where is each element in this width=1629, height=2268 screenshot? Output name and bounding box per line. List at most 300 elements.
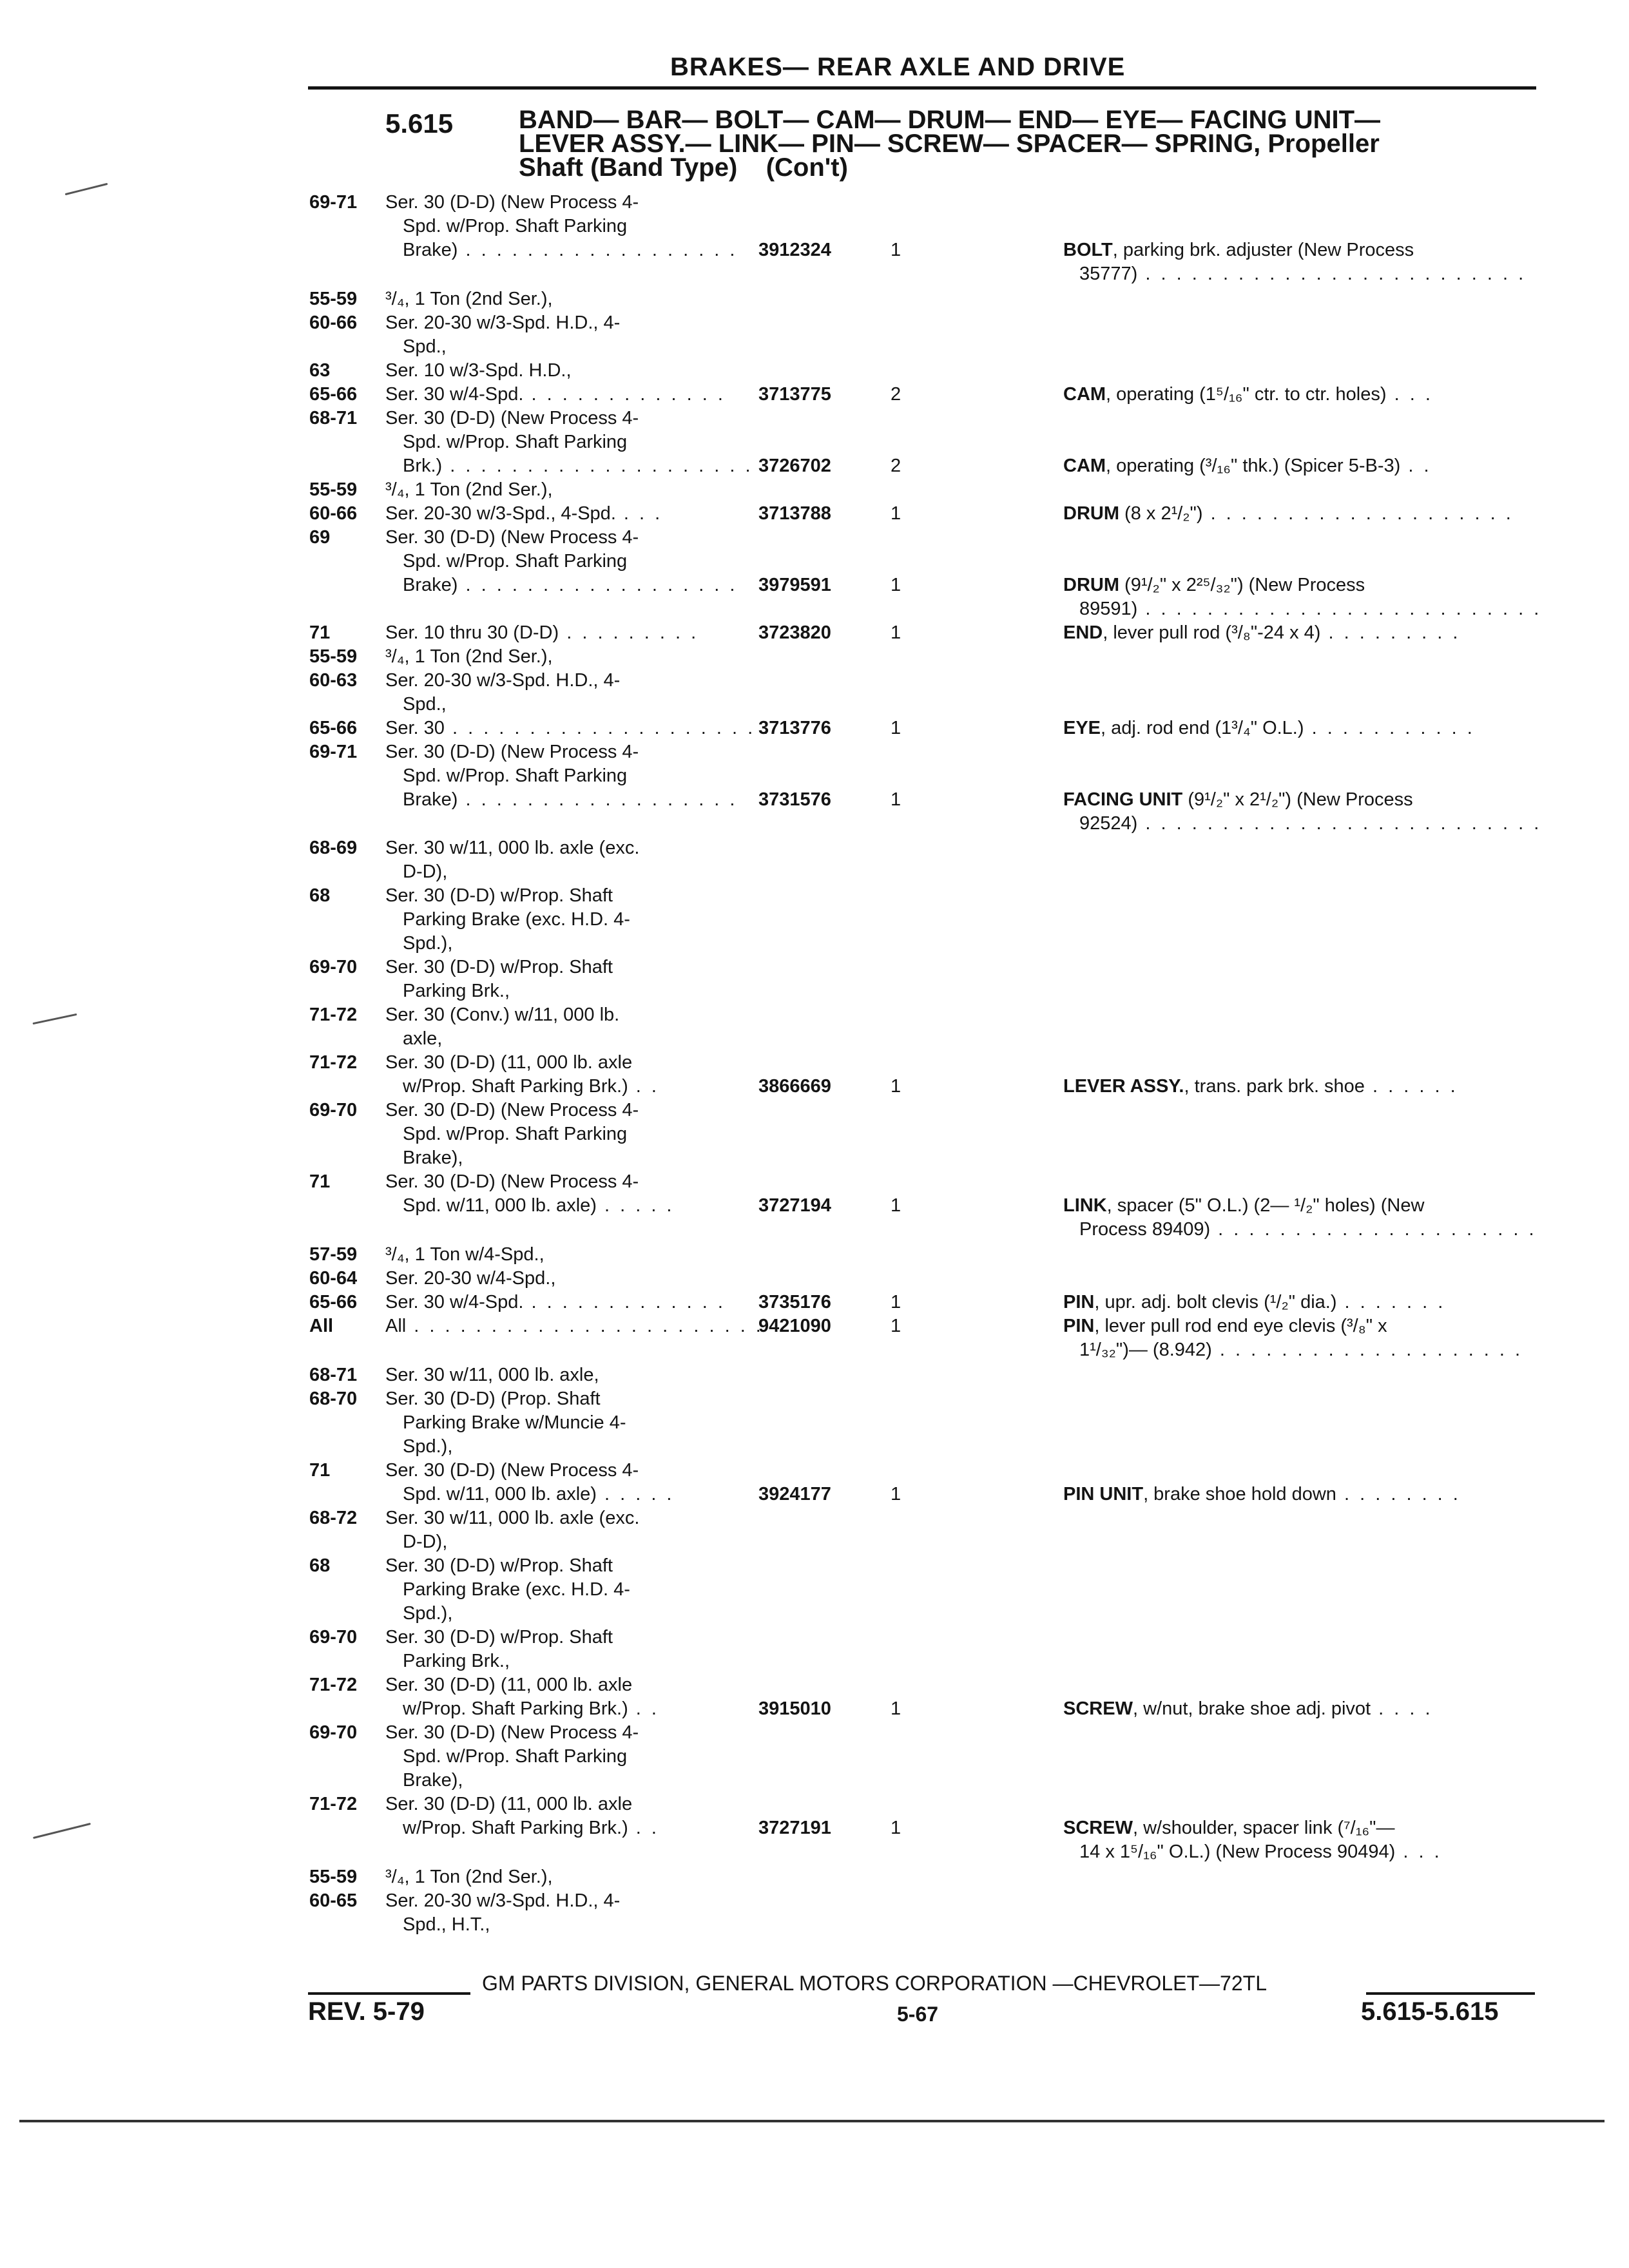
dot-leader: . . . [615,503,663,524]
part-description-continued [1079,264,1526,285]
quantity: 1 [891,1484,901,1504]
model-years: 57-59 [309,1244,358,1265]
part-number: 3713776 [758,718,831,738]
part-name: SCREW [1063,1818,1133,1838]
application-text: Ser. 30 (D-D) w/Prop. Shaft [385,1627,613,1648]
footer-section-range: 5.615-5.615 [1361,1997,1499,2026]
application-description [403,456,753,477]
part-description-continued [1079,1841,1442,1863]
part-detail: , w/nut, brake shoe adj. pivot [1132,1698,1371,1719]
dot-leader: . . . . . . . . . . . [1304,718,1475,738]
page-bottom-rule [19,2120,1605,2122]
application-text: Brake) [403,789,458,810]
quantity: 1 [891,1195,901,1216]
application-description [403,1698,659,1720]
dot-leader: . . . . . [596,1484,675,1504]
part-name: PIN [1063,1316,1095,1336]
dot-leader: . . . . . [596,1195,675,1216]
application-text: Ser. 20-30 w/3-Spd., 4-Spd. [385,503,616,524]
model-years: 55-59 [309,479,358,500]
application-description [385,1675,632,1696]
application-description [385,312,620,334]
application-description [385,527,639,548]
section-title [519,108,1380,180]
model-years: 71 [309,1171,331,1192]
part-description [1063,384,1433,405]
dot-leader: . . . . . . . . . . . . . . . . . . [458,575,738,595]
part-description [1063,1195,1424,1216]
application-text: Ser. 30 (D-D) (11, 000 lb. axle [385,1052,633,1073]
application-description [403,1148,463,1169]
part-detail: 89591) [1079,599,1138,619]
part-number: 3726702 [758,456,831,476]
model-years: 69-70 [309,1627,358,1648]
model-years: 60-65 [309,1890,358,1911]
part-description [1063,789,1413,811]
application-description [403,575,737,596]
model-years: 65-66 [309,718,358,738]
application-text: Spd. w/Prop. Shaft Parking [403,765,628,786]
application-text: Ser. 10 thru 30 (D-D) [385,622,559,643]
part-detail: , operating (1⁵/₁₆" ctr. to ctr. holes) [1106,384,1387,405]
application-description [385,1244,545,1265]
part-detail: (9¹/₂" x 2²⁵/₃₂") (New Process [1119,575,1365,595]
part-detail: 14 x 1⁵/₁₆" O.L.) (New Process 90494) [1079,1841,1396,1862]
model-years: 71-72 [309,1675,358,1695]
part-detail: , lever pull rod end eye clevis (³/₈" x [1094,1316,1387,1336]
quantity: 1 [891,575,901,595]
application-text: All [385,1316,407,1336]
dot-leader: . . . . . . . . . . . . . [523,384,726,405]
header-rule [308,86,1536,90]
application-description [403,694,447,715]
part-detail: , parking brk. adjuster (New Process [1112,240,1414,260]
quantity: 1 [891,240,901,260]
part-detail: 1¹/₃₂")— (8.942) [1079,1340,1212,1360]
part-name: FACING UNIT [1063,789,1183,810]
application-text: Ser. 30 (D-D) (11, 000 lb. axle [385,1675,633,1695]
part-name: CAM [1063,384,1106,405]
application-text: Brk.) [403,456,443,476]
part-description [1063,1484,1461,1505]
part-description [1063,622,1460,644]
application-description [403,1818,659,1839]
application-text: Spd., [403,694,447,715]
dot-leader: . . [1400,456,1432,476]
application-text: Ser. 30 (D-D) w/Prop. Shaft [385,1555,613,1576]
part-description [1063,1292,1445,1313]
part-description [1063,240,1414,261]
dot-leader: . . . . . . . [1336,1292,1446,1312]
hole-punch-mark [33,1823,91,1839]
application-text: Spd. w/Prop. Shaft Parking [403,432,628,452]
part-detail: 35777) [1079,264,1138,284]
application-text: Brake) [403,240,458,260]
application-text: ³/₄, 1 Ton w/4-Spd., [385,1244,545,1265]
application-text: ³/₄, 1 Ton (2nd Ser.), [385,479,553,500]
dot-leader: . . [628,1698,659,1719]
application-text: Ser. 30 [385,718,445,738]
application-text: Ser. 30 (D-D) (New Process 4- [385,192,639,213]
dot-leader: . . . . . . . . . . . . . . . . . . . . . . . . . [1137,264,1527,284]
application-description [403,1770,463,1791]
application-description [403,933,452,954]
application-text: Ser. 30 (D-D) (New Process 4- [385,1460,639,1481]
part-description [1063,1316,1387,1337]
application-description [403,1028,442,1050]
model-years: 69 [309,527,331,548]
part-number: 3731576 [758,789,831,810]
application-description [385,622,699,644]
application-text: Ser. 30 (D-D) (New Process 4- [385,1100,639,1120]
part-description-continued [1079,813,1541,834]
part-number: 3866669 [758,1076,831,1097]
model-years: 68 [309,885,331,906]
application-text: Ser. 30 (D-D) (Prop. Shaft [385,1389,601,1409]
footer-revision: REV. 5-79 [308,1997,425,2026]
part-name: CAM [1063,456,1106,476]
model-years: 55-59 [309,646,358,667]
application-text: D-D), [403,1532,448,1552]
quantity: 1 [891,503,901,524]
application-text: Spd. w/11, 000 lb. axle) [403,1195,597,1216]
application-description [385,670,620,691]
quantity: 1 [891,789,901,810]
part-detail: , operating (³/₁₆" thk.) (Spicer 5-B-3) [1106,456,1401,476]
model-years: All [309,1316,334,1336]
model-years: 69-70 [309,1100,358,1120]
part-name: LEVER ASSY. [1063,1076,1184,1097]
part-name: PIN [1063,1292,1095,1312]
dot-leader: . . . . . . . . . [559,622,699,643]
application-text: axle, [403,1028,443,1049]
application-description [385,289,553,310]
application-description [403,1651,510,1672]
application-description [385,384,726,405]
part-name: EYE [1063,718,1101,738]
application-description [403,1579,630,1600]
application-description [403,1076,659,1097]
model-years: 65-66 [309,384,358,405]
application-description [403,1603,452,1624]
application-text: Ser. 30 (D-D) (New Process 4- [385,1171,639,1192]
part-number: 3924177 [758,1484,831,1504]
part-detail: , adj. rod end (1³/₄" O.L.) [1101,718,1304,738]
application-text: Ser. 20-30 w/3-Spd. H.D., 4- [385,1890,621,1911]
quantity: 1 [891,1076,901,1097]
dot-leader: . . . . . . . . . . . . . . . . . . [458,789,738,810]
application-description [403,240,737,261]
part-name: BOLT [1063,240,1113,260]
model-years: 71-72 [309,1052,358,1073]
application-description [403,336,447,358]
hole-punch-mark [65,183,108,195]
part-number: 3979591 [758,575,831,595]
dot-leader: . . . [1386,384,1433,405]
part-detail: , w/shoulder, spacer link (⁷/₁₆"— [1132,1818,1395,1838]
application-text: Ser. 30 (Conv.) w/11, 000 lb. [385,1004,620,1025]
part-detail: , trans. park brk. shoe [1184,1076,1365,1097]
application-text: Parking Brake w/Muncie 4- [403,1412,626,1433]
application-description [403,1195,675,1216]
quantity: 1 [891,1292,901,1312]
part-description [1063,1818,1394,1839]
application-text: ³/₄, 1 Ton (2nd Ser.), [385,1867,553,1887]
page-header-title: BRAKES— REAR AXLE AND DRIVE [670,53,1126,81]
application-description [385,479,553,501]
quantity: 1 [891,1818,901,1838]
application-text: Spd. w/Prop. Shaft Parking [403,216,628,236]
section-title-line: LEVER ASSY.— LINK— PIN— SCREW— SPACER— SPRING, Propeller [519,130,1380,158]
application-description [385,838,639,859]
dot-leader: . . . . [1371,1698,1433,1719]
part-description [1063,456,1432,477]
model-years: 60-66 [309,312,358,333]
model-years: 55-59 [309,289,358,309]
application-description [385,1389,601,1410]
part-number: 3727194 [758,1195,831,1216]
application-description [385,1627,613,1648]
dot-leader: . . . [1395,1841,1442,1862]
part-description [1063,1076,1458,1097]
application-description [385,1292,726,1313]
application-description [385,1171,639,1193]
application-text: D-D), [403,861,448,882]
application-text: Parking Brk., [403,981,510,1001]
model-years: 71-72 [309,1794,358,1814]
application-description [403,1436,452,1457]
application-text: Ser. 30 w/11, 000 lb. axle (exc. [385,1508,640,1528]
part-number: 3713788 [758,503,831,524]
application-text: Parking Brk., [403,1651,510,1671]
application-text: Spd.), [403,1603,453,1624]
application-description [403,432,627,453]
application-text: Ser. 30 (D-D) (New Process 4- [385,527,639,548]
application-text: Ser. 20-30 w/3-Spd. H.D., 4- [385,312,621,333]
section-title-line: Shaft (Band Type) (Con't) [519,153,848,182]
quantity: 1 [891,1316,901,1336]
part-detail: , spacer (5" O.L.) (2— ¹/₂" holes) (New [1106,1195,1425,1216]
application-text: Parking Brake (exc. H.D. 4- [403,909,630,930]
application-description [385,408,639,429]
application-description [385,360,572,381]
part-name: LINK [1063,1195,1107,1216]
application-text: ³/₄, 1 Ton (2nd Ser.), [385,289,553,309]
model-years: 69-71 [309,192,358,213]
section-title-line: BAND— BAR— BOLT— CAM— DRUM— END— EYE— FACING UNIT— [519,106,1381,134]
application-description [385,718,771,739]
model-years: 60-66 [309,503,358,524]
model-years: 68-70 [309,1389,358,1409]
model-years: 71 [309,622,331,643]
application-text: Spd., [403,336,447,357]
footer-rule-right [1366,1992,1535,1995]
part-description-continued [1079,1219,1537,1240]
part-name: DRUM [1063,575,1119,595]
footer-corporation: GM PARTS DIVISION, GENERAL MOTORS CORPORATION —CHEVROLET—72TL [482,1972,1267,1995]
dot-leader: . . . . . . . . . [1320,622,1461,643]
application-text: Ser. 20-30 w/3-Spd. H.D., 4- [385,670,621,691]
model-years: 65-66 [309,1292,358,1312]
application-text: Ser. 30 (D-D) (New Process 4- [385,1722,639,1743]
application-description [385,1460,639,1481]
dot-leader: . . . . . . . . . . . . . . . . . . [458,240,738,260]
hole-punch-mark [32,1014,77,1024]
model-years: 63 [309,360,331,381]
application-text: Spd. w/Prop. Shaft Parking [403,551,628,572]
application-description [385,1794,632,1815]
application-text: Spd. w/11, 000 lb. axle) [403,1484,597,1504]
application-description [403,909,630,930]
application-description [385,1722,639,1744]
application-description [385,192,639,213]
application-description [385,1052,632,1073]
application-description [403,861,447,883]
part-description [1063,1698,1433,1720]
application-text: Spd. w/Prop. Shaft Parking [403,1124,628,1144]
dot-leader: . . . . . . . . [1336,1484,1461,1504]
application-text: w/Prop. Shaft Parking Brk.) [403,1698,628,1719]
application-description [385,1555,613,1577]
model-years: 68-71 [309,408,358,428]
application-description [385,742,639,763]
quantity: 1 [891,622,901,643]
model-years: 71 [309,1460,331,1481]
part-number: 3713775 [758,384,831,405]
application-description [385,1268,555,1289]
part-detail: , lever pull rod (³/₈"-24 x 4) [1103,622,1321,643]
application-text: Ser. 30 (D-D) w/Prop. Shaft [385,957,613,977]
application-text: Brake), [403,1148,463,1168]
dot-leader: . . . . . . . . . . . . . . . . . . . . . . . [406,1316,764,1336]
part-number: 3723820 [758,622,831,643]
application-description [403,1124,627,1145]
application-text: Ser. 30 (D-D) (New Process 4- [385,408,639,428]
model-years: 69-70 [309,957,358,977]
application-description [403,789,737,811]
part-description-continued [1079,1340,1523,1361]
part-number: 3727191 [758,1818,831,1838]
application-text: Ser. 30 w/4-Spd. [385,1292,524,1312]
model-years: 68-72 [309,1508,358,1528]
application-description [385,885,613,907]
model-years: 71-72 [309,1004,358,1025]
application-text: Ser. 30 (D-D) w/Prop. Shaft [385,885,613,906]
dot-leader: . . . . . . . . . . . . . . . . . . . . [1211,1340,1523,1360]
part-detail: Process 89409) [1079,1219,1211,1240]
application-text: w/Prop. Shaft Parking Brk.) [403,1076,628,1097]
application-description [385,1867,553,1888]
section-number: 5.615 [385,108,454,139]
quantity: 1 [891,1698,901,1719]
application-description [403,216,627,237]
model-years: 68 [309,1555,331,1576]
application-text: Brake), [403,1770,463,1791]
part-detail: (8 x 2¹/₂") [1119,503,1203,524]
model-years: 69-70 [309,1722,358,1743]
application-description [403,551,627,572]
dot-leader: . . . . . . . . . . . . . . . . . . . . [1202,503,1514,524]
application-description [385,957,613,978]
dot-leader: . . . . . . . . . . . . . . . . . . . . . [444,718,771,738]
application-text: Ser. 30 w/11, 000 lb. axle, [385,1365,599,1385]
application-text: Spd.), [403,1436,453,1457]
application-description [385,1508,639,1529]
model-years: 55-59 [309,1867,358,1887]
application-text: Parking Brake (exc. H.D. 4- [403,1579,630,1600]
model-years: 60-64 [309,1268,358,1289]
part-number: 9421090 [758,1316,831,1336]
application-description [385,1100,639,1121]
application-text: Ser. 30 w/4-Spd. [385,384,524,405]
quantity: 2 [891,456,901,476]
application-description [385,646,553,668]
application-description [403,1914,490,1936]
application-text: ³/₄, 1 Ton (2nd Ser.), [385,646,553,667]
model-years: 68-69 [309,838,358,858]
application-description [403,1746,627,1767]
application-text: Spd. w/Prop. Shaft Parking [403,1746,628,1767]
dot-leader: . . [628,1076,659,1097]
part-name: PIN UNIT [1063,1484,1144,1504]
application-text: Brake) [403,575,458,595]
part-name: END [1063,622,1103,643]
part-detail: , brake shoe hold down [1143,1484,1336,1504]
part-number: 3735176 [758,1292,831,1312]
application-description [403,765,627,787]
part-description [1063,503,1514,524]
dot-leader: . . . . . . [1364,1076,1458,1097]
model-years: 68-71 [309,1365,358,1385]
application-text: Ser. 30 w/11, 000 lb. axle (exc. [385,838,640,858]
footer-rule-left [308,1992,470,1995]
footer-page-number: 5-67 [897,2003,939,2026]
application-text: Spd.), [403,933,453,954]
quantity: 1 [891,718,901,738]
application-text: Ser. 20-30 w/4-Spd., [385,1268,556,1289]
part-description [1063,718,1475,739]
application-description [385,1316,764,1337]
application-description [403,1412,626,1434]
part-detail: , upr. adj. bolt clevis (¹/₂" dia.) [1094,1292,1337,1312]
application-description [403,1484,675,1505]
model-years: 69-71 [309,742,358,762]
dot-leader: . . [628,1818,659,1838]
application-text: Spd., H.T., [403,1914,490,1935]
part-number: 3912324 [758,240,831,260]
dot-leader: . . . . . . . . . . . . . . . . . . . . [442,456,753,476]
dot-leader: . . . . . . . . . . . . . . . . . . . . . [1210,1219,1537,1240]
dot-leader: . . . . . . . . . . . . . . . . . . . . . . . . . . [1137,813,1542,834]
application-description [403,981,510,1002]
application-description [385,1890,620,1912]
application-description [385,503,662,524]
model-years: 60-63 [309,670,358,691]
part-detail: 92524) [1079,813,1138,834]
application-text: Ser. 30 (D-D) (11, 000 lb. axle [385,1794,633,1814]
dot-leader: . . . . . . . . . . . . . [523,1292,726,1312]
part-number: 3915010 [758,1698,831,1719]
part-description [1063,575,1365,596]
part-detail: (9¹/₂" x 2¹/₂") (New Process [1182,789,1413,810]
application-text: Ser. 30 (D-D) (New Process 4- [385,742,639,762]
application-description [403,1532,447,1553]
application-description [385,1004,619,1026]
part-name: DRUM [1063,503,1119,524]
quantity: 2 [891,384,901,405]
part-description-continued [1079,599,1541,620]
dot-leader: . . . . . . . . . . . . . . . . . . . . . . . . . . [1137,599,1542,619]
